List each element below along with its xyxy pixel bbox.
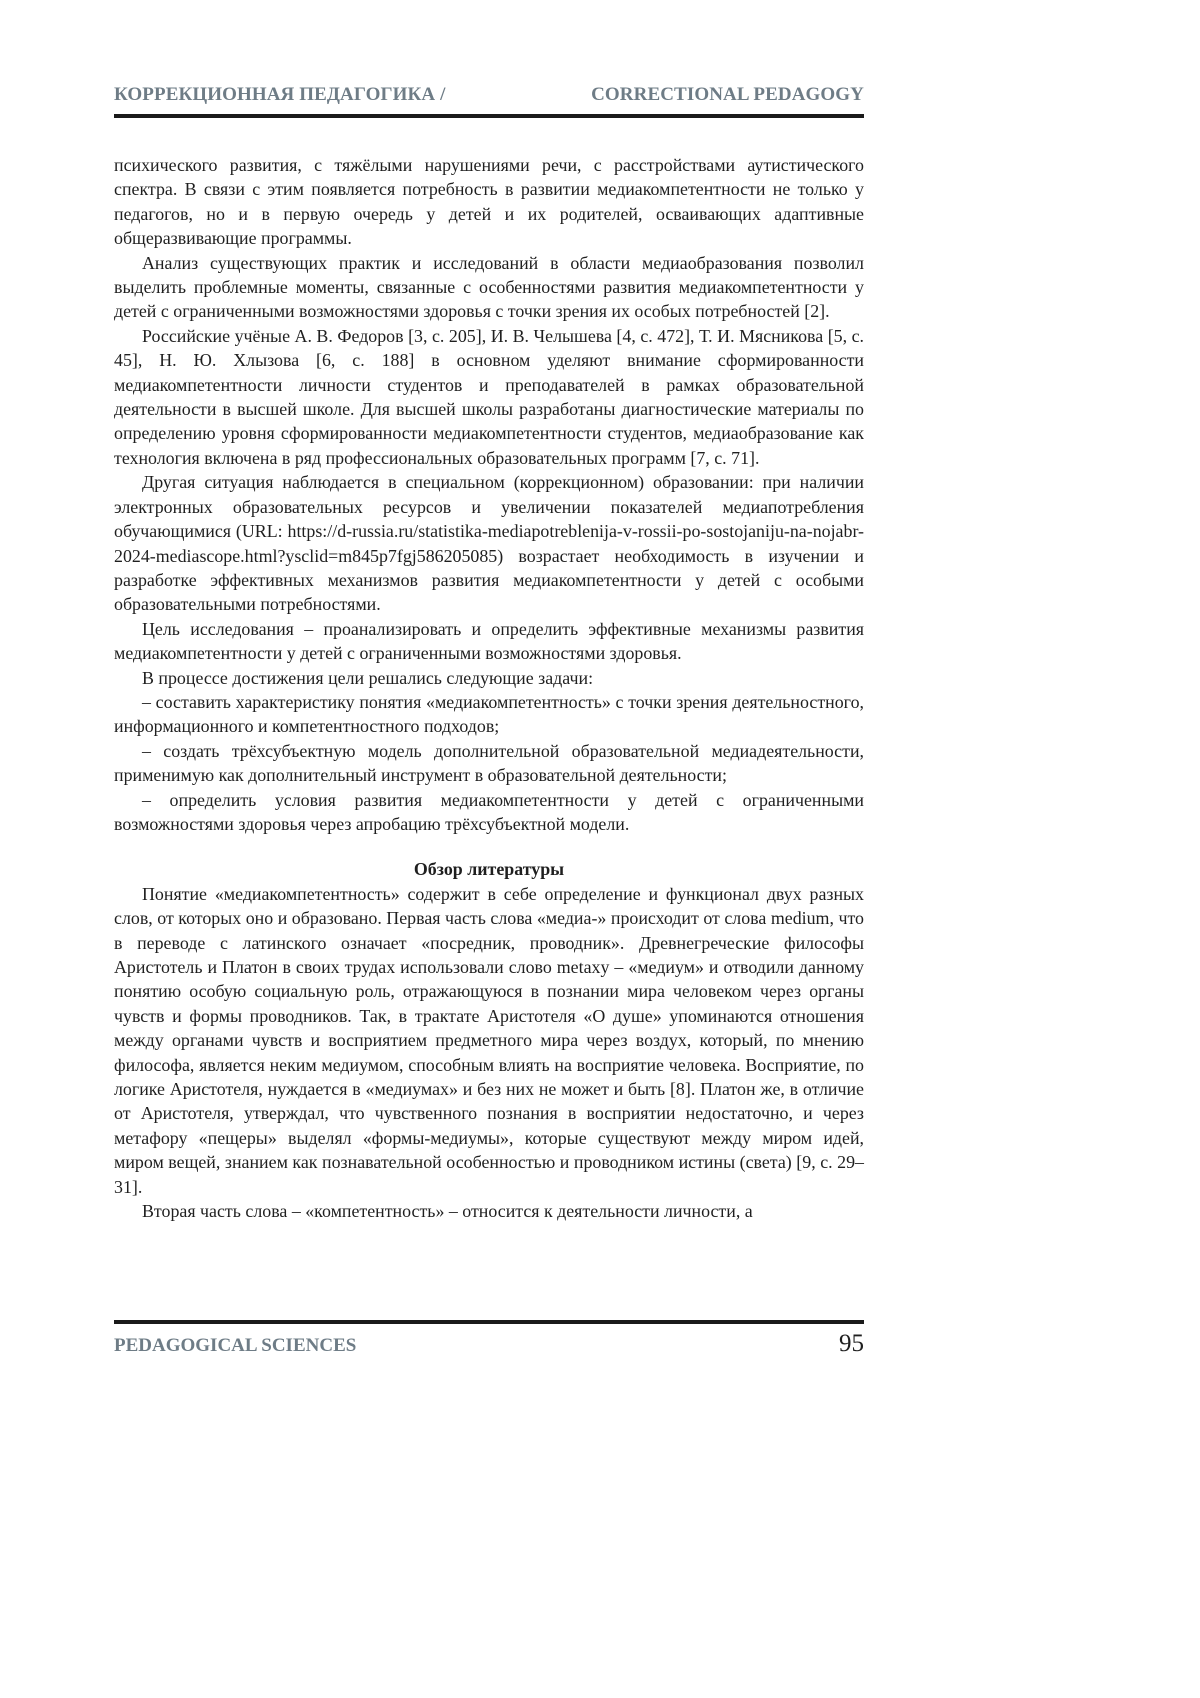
- header-rule: [114, 114, 864, 118]
- paragraph: Цель исследования – проанализировать и определить эффективные механизмы развития медиакомпетентности у детей с ограниченными возможностями здоровья.: [114, 617, 864, 666]
- paragraph: Вторая часть слова – «компетентность» – относится к деятельности личности, а: [114, 1199, 864, 1223]
- page-number: 95: [839, 1330, 864, 1358]
- article-body: [114, 153, 864, 1223]
- paragraph: психического развития, с тяжёлыми нарушениями речи, с расстройствами аутистического спектра. В связи с этим появляется потребность в развитии медиакомпетентности не только у педагогов, но и в первую очередь у детей и их родителей, осваивающих адаптивные общеразвивающие программы.: [114, 153, 864, 251]
- journal-name: PEDAGOGICAL SCIENCES: [114, 1335, 356, 1357]
- paragraph: Понятие «медиакомпетентность» содержит в себе определение и функционал двух разных слов, от которых оно и образовано. Первая часть слова «медиа-» происходит от слова medium, что в переводе с латинского означает «посредник, проводник». Древнегреческие философы Аристотель и Платон в своих трудах использовали слово metaxy – «медиум» и отводили данному понятию особую социальную роль, отражающуюся в познании мира человеком через органы чувств и формы проводников. Так, в трактате Аристотеля «О душе» упоминаются отношения между органами чувств и восприятием предметного мира через воздух, который, по мнению философа, является неким медиумом, способным влиять на восприятие человека. Восприятие, по логике Аристотеля, нуждается в «медиумах» и без них не может и быть [8]. Платон же, в отличие от Аристотеля, утверждал, что чувственного познания в восприятии недостаточно, и через метафору «пещеры» выделял «формы-медиумы», которые существуют между миром идей, миром вещей, знанием как познавательной особенностью и проводником истины (света) [9, с. 29–31].: [114, 882, 864, 1199]
- task-item: – определить условия развития медиакомпетентности у детей с ограниченными возможностями здоровья через апробацию трёхсубъектной модели.: [114, 788, 864, 837]
- footer-rule: [114, 1320, 864, 1324]
- header-section-ru: КОРРЕКЦИОННАЯ ПЕДАГОГИКА /: [114, 84, 445, 106]
- task-item: – создать трёхсубъектную модель дополнительной образовательной медиадеятельности, применимую как дополнительный инструмент в образовательной деятельности;: [114, 739, 864, 788]
- page: [114, 84, 864, 1223]
- paragraph: Российские учёные А. В. Федоров [3, с. 205], И. В. Челышева [4, с. 472], Т. И. Мясникова [5, с. 45], Н. Ю. Хлызова [6, с. 188] в основном уделяют внимание сформированности медиакомпетентности личности студентов и преподавателей в рамках образовательной деятельности в высшей школе. Для высшей школы разработаны диагностические материалы по определению уровня сформированности медиакомпетентности студентов, медиаобразование как технология включена в ряд профессиональных образовательных программ [7, с. 71].: [114, 324, 864, 470]
- section-heading: Обзор литературы: [114, 857, 864, 881]
- page-footer: [114, 1320, 864, 1358]
- paragraph: Другая ситуация наблюдается в специальном (коррекционном) образовании: при наличии электронных образовательных ресурсов и увеличении показателей медиапотребления обучающимися (URL: https://d-russia.ru/statistika-mediapotreblenija-v-rossii-po-sostojaniju-na-nojabr-2024-mediascope.html?ysclid=m845p7fgj586205085) возрастает необходимость в изучении и разработке эффективных механизмов развития медиакомпетентности у детей с особыми образовательными потребностями.: [114, 470, 864, 616]
- paragraph: В процессе достижения цели решались следующие задачи:: [114, 666, 864, 690]
- footer-row: [114, 1330, 864, 1358]
- task-item: – составить характеристику понятия «медиакомпетентность» с точки зрения деятельностного, информационного и компетентностного подходов;: [114, 690, 864, 739]
- paragraph: Анализ существующих практик и исследований в области медиаобразования позволил выделить проблемные моменты, связанные с особенностями развития медиакомпетентности у детей с ограниченными возможностями здоровья с точки зрения их особых потребностей [2].: [114, 251, 864, 324]
- header-section-en: CORRECTIONAL PEDAGOGY: [591, 84, 864, 106]
- running-header: [114, 84, 864, 110]
